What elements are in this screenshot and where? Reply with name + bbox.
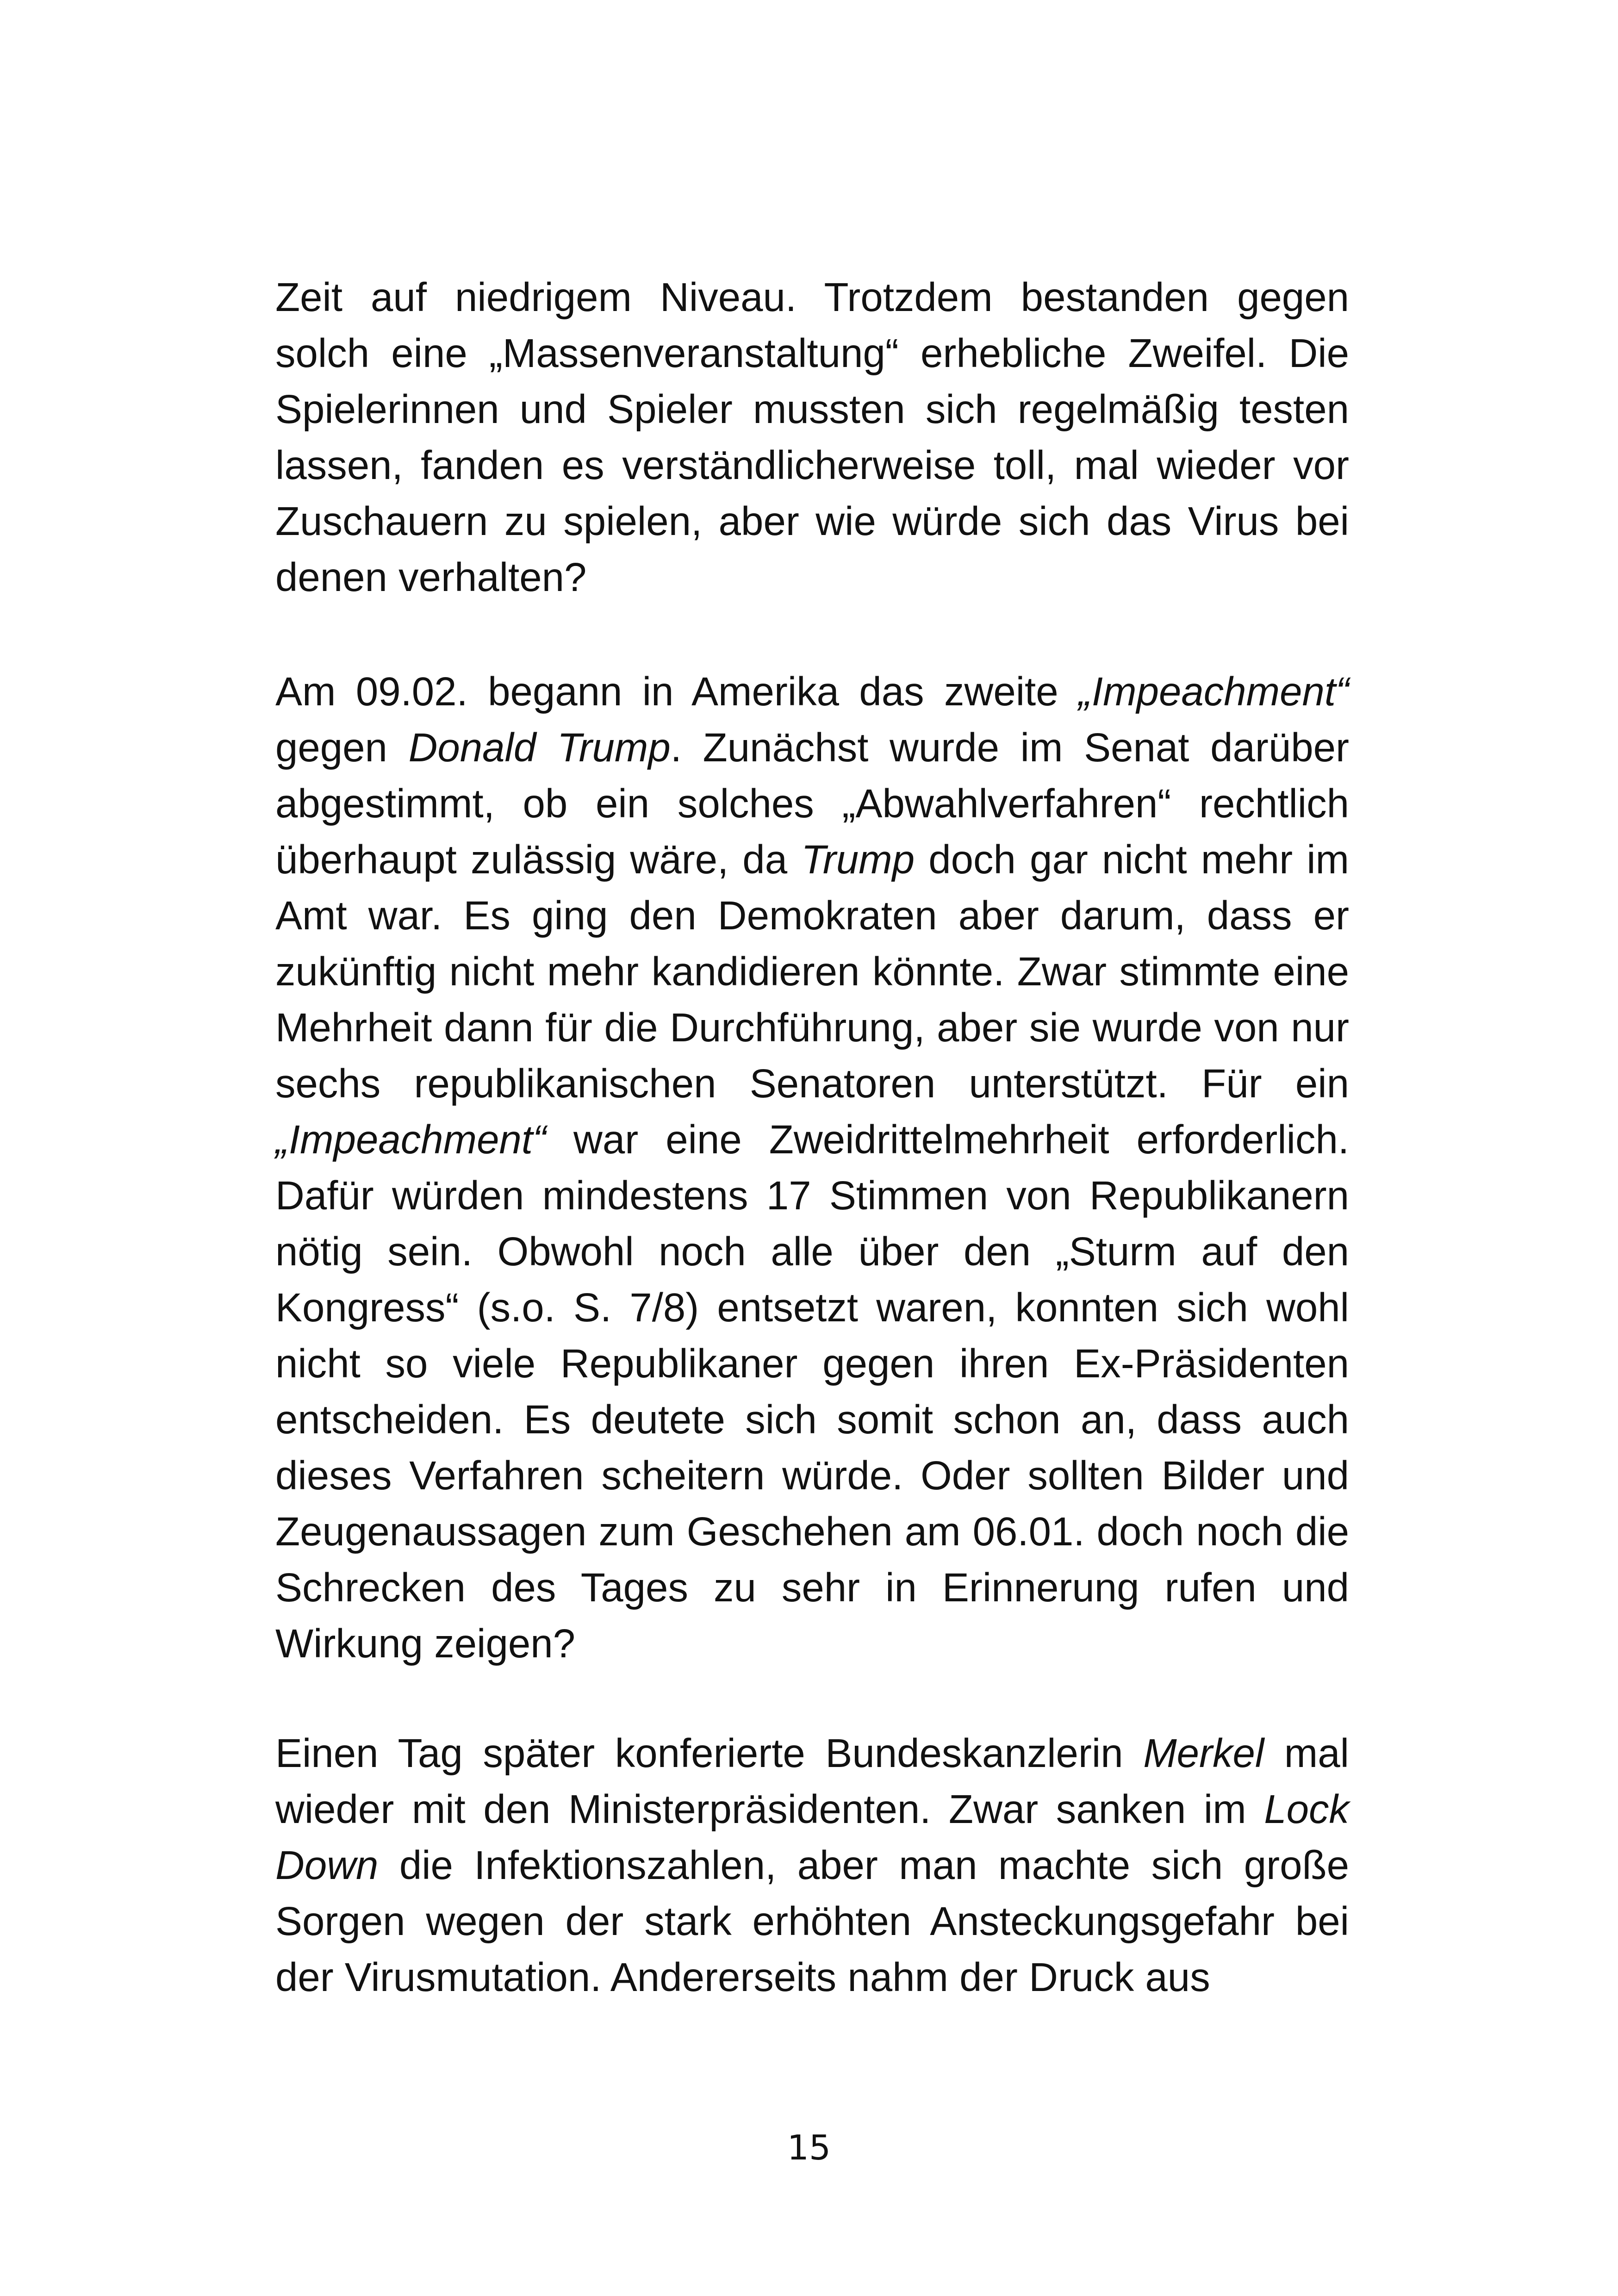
paragraph-2 (275, 664, 1349, 1672)
paragraph-3-italic-merkel: Merkel (1143, 1731, 1264, 1776)
paragraph-3-italic-lock-down: Lock Down (275, 1787, 1349, 1888)
paragraph-2-text-2: gegen (275, 725, 409, 770)
paragraph-2-italic-donald-trump: Donald Trump (408, 725, 671, 770)
paragraph-3-text-1: Einen Tag später konferierte Bundeskanzlerin (275, 1731, 1144, 1776)
paragraph-2-italic-impeachment-1: „Impeachment“ (1078, 669, 1349, 714)
paragraph-1 (275, 269, 1349, 605)
paragraph-3-text-3: die Infektionszahlen, aber man machte sich große Sorgen wegen der stark erhöhten Ansteckungsgefahr bei der Virusmutation. Andererseits nahm der Druck aus (275, 1843, 1349, 2000)
paragraph-2-italic-trump: Trump (801, 837, 915, 882)
paragraph-2-text-3: . Zunächst wurde im Senat darüber abgestimmt, ob ein solches „Abwahlverfahren“ rechtlich überhaupt zulässig wäre, da (275, 725, 1349, 882)
paragraph-3-text-2: mal wieder mit den Ministerpräsidenten. Zwar sanken im (275, 1731, 1349, 1832)
page-number: 15 (787, 2128, 831, 2168)
paragraph-1-text: Zeit auf niedrigem Niveau. Trotzdem bestanden gegen solch eine „Massenveranstaltung“ erhebliche Zweifel. Die Spielerinnen und Spieler mussten sich regelmäßig testen lassen, fanden es verständlicherweise toll, mal wieder vor Zuschauern zu spielen, aber wie würde sich das Virus bei denen verhalten? (275, 275, 1349, 600)
paragraph-2-text-1: Am 09.02. begann in Amerika das zweite (275, 669, 1078, 714)
paragraph-2-text-4: doch gar nicht mehr im Amt war. Es ging den Demokraten aber darum, dass er zukünftig nicht mehr kandidieren könnte. Zwar stimmte eine Mehrheit dann für die Durchführung, aber sie wurde von nur sechs republikanischen Senatoren unterstützt. Für ein (275, 837, 1349, 1106)
paragraph-2-text-5: war eine Zweidrittelmehrheit erforderlich. Dafür würden mindestens 17 Stimmen von Republikanern nötig sein. Obwohl noch alle über den „Sturm auf den Kongress“ (s.o. S. 7/8) entsetzt waren, konnten sich wohl nicht so viele Republikaner gegen ihren Ex-Präsidenten entscheiden. Es deutete sich somit schon an, dass auch dieses Verfahren scheitern würde. Oder sollten Bilder und Zeugenaussagen zum Geschehen am 06.01. doch noch die Schrecken des Tages zu sehr in Erinnerung rufen und Wirkung zeigen? (275, 1117, 1349, 1666)
paragraph-2-italic-impeachment-2: „Impeachment“ (275, 1117, 547, 1162)
paragraph-3 (275, 1725, 1349, 2005)
